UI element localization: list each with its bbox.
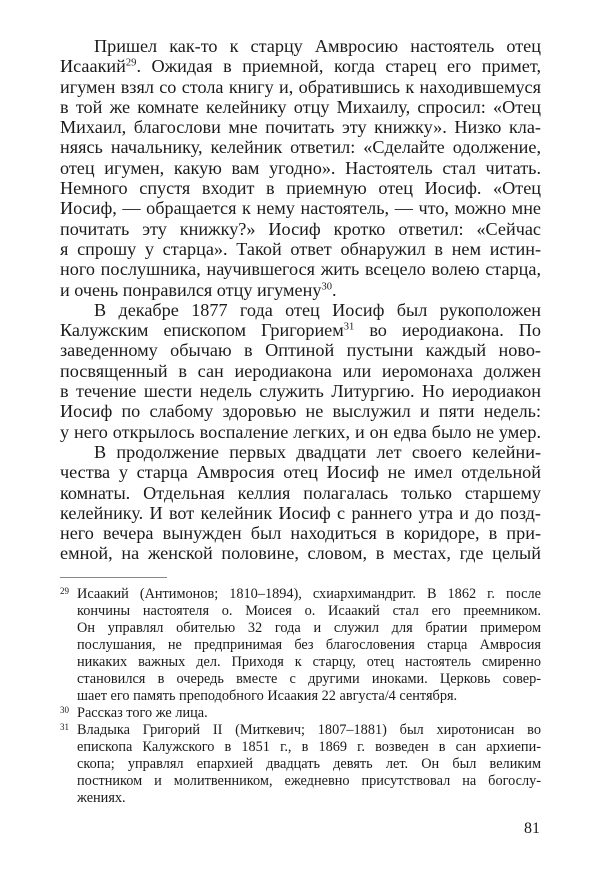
footnote-separator bbox=[60, 577, 167, 578]
footnote-ref: 30 bbox=[321, 281, 332, 293]
page-number: 81 bbox=[524, 820, 540, 837]
footnote-line: Владыка Григорий II (Миткевич; 1807–1881) был хиротонисан во bbox=[77, 722, 541, 738]
text-line: ного послушника, научившегося жить всецело волею старца, bbox=[60, 259, 541, 280]
footnote-line: Он управлял обителью 32 года и служил для братии примером bbox=[77, 620, 541, 636]
text-line: В декабре 1877 года отец Иосиф был рукоположен bbox=[94, 299, 541, 320]
footnote-ref: 31 bbox=[343, 321, 355, 333]
text-line: у него открылось воспаление легких, и он едва было не умер. bbox=[60, 421, 541, 442]
text-line: Исаакий$^{29}$. Ожидая в приемной, когда старец его примет, bbox=[60, 56, 541, 77]
footnote-line: Рассказ того же лица. bbox=[77, 705, 208, 721]
paragraph bbox=[60, 36, 541, 300]
footnote-line: постником и молитвенником, ежедневно присутствовал на богослу- bbox=[77, 773, 541, 789]
footnote-line: становился в очередь вместе с другими иноками. Церковь совер- bbox=[77, 671, 541, 687]
text-line: отец игумен, какую вам угодно». Настоятель стал читать. bbox=[60, 157, 541, 178]
footnote bbox=[60, 722, 541, 807]
text-line: в той же комнате келейнику отцу Михаилу, спросил: «Отец bbox=[60, 96, 541, 117]
text-line: Михаил, благослови мне почитать эту книжку». Низко кла- bbox=[60, 117, 541, 138]
footnote-line: никаких важных дел. Приходя к старцу, отец настоятель смиренно bbox=[77, 654, 541, 670]
footnotes bbox=[60, 586, 541, 807]
main-text bbox=[60, 36, 541, 564]
text-line: Пришел как-то к старцу Амвросию настоятель отец bbox=[94, 36, 541, 56]
footnote-number: 30 bbox=[60, 705, 69, 715]
text-line: посвященный в сан иеродиакона или иеромонаха должен bbox=[60, 360, 541, 381]
footnote-line: скопа; управлял епархией двадцать девять лет. Он был великим bbox=[77, 756, 541, 772]
text-line: Иосиф, — обращается к нему настоятель, — что, можно мне bbox=[60, 198, 541, 219]
text-line: почитать эту книжку?» Иосиф кротко ответил: «Сейчас bbox=[60, 218, 541, 239]
text-line: него вечера вынужден был находиться в коридоре, в при- bbox=[60, 523, 541, 544]
text-line: и очень понравился отцу игумену$^{30}$. bbox=[60, 279, 337, 300]
footnote bbox=[60, 586, 541, 705]
footnote bbox=[60, 705, 541, 722]
footnote-line: послушания, не предпринимая без благословения старца Амвросия bbox=[77, 637, 541, 653]
text-line: чества у старца Амвросия отец Иосиф не имел отдельной bbox=[60, 462, 541, 483]
text-line: келейнику. И вот келейник Иосиф с раннего утра и до позд- bbox=[60, 502, 541, 523]
text-line: комнаты. Отдельная келлия полагалась только старшему bbox=[60, 482, 541, 503]
footnote-line: Исаакий (Антимонов; 1810–1894), схиархимандрит. В 1862 г. после bbox=[77, 586, 541, 602]
footnote-ref: 29 bbox=[125, 57, 137, 69]
footnote-number: 29 bbox=[60, 586, 69, 596]
footnote-line: кончины настоятеля о. Моисея о. Исаакий стал его преемником. bbox=[77, 603, 541, 619]
footnote-line: шает его память преподобного Исаакия 22 августа/4 сентября. bbox=[77, 688, 458, 704]
paragraph bbox=[60, 300, 541, 442]
footnote-line: епископа Калужского в 1851 г., в 1869 г. возведен в сан архиепи- bbox=[77, 739, 541, 755]
text-line: в течение шести недель служить Литургию. Но иеродиакон bbox=[60, 381, 541, 402]
text-line: Немного спустя входит в приемную отец Иосиф. «Отец bbox=[60, 178, 541, 199]
text-line: игумен взял со стола книгу и, обратившись к находившемуся bbox=[60, 76, 541, 97]
footnote-number: 31 bbox=[60, 722, 69, 732]
text-line: емной, на женской половине, словом, в местах, где целый bbox=[60, 543, 541, 564]
text-line: Калужским епископом Григорием$^{31}$ во иеродиакона. По bbox=[60, 320, 541, 341]
paragraph bbox=[60, 442, 541, 564]
text-line: В продолжение первых двадцати лет своего келейни- bbox=[94, 441, 541, 462]
footnote-line: жениях. bbox=[77, 790, 126, 806]
text-line: няясь начальнику, келейник ответил: «Сделайте одолжение, bbox=[60, 137, 541, 158]
text-line: я спрошу у старца». Такой ответ обнаружил в нем истин- bbox=[60, 238, 541, 259]
text-line: Иосиф по слабому здоровью не выслужил и пяти недель: bbox=[60, 401, 541, 422]
text-line: заведенному обычаю в Оптиной пустыни каждый ново- bbox=[60, 340, 541, 361]
